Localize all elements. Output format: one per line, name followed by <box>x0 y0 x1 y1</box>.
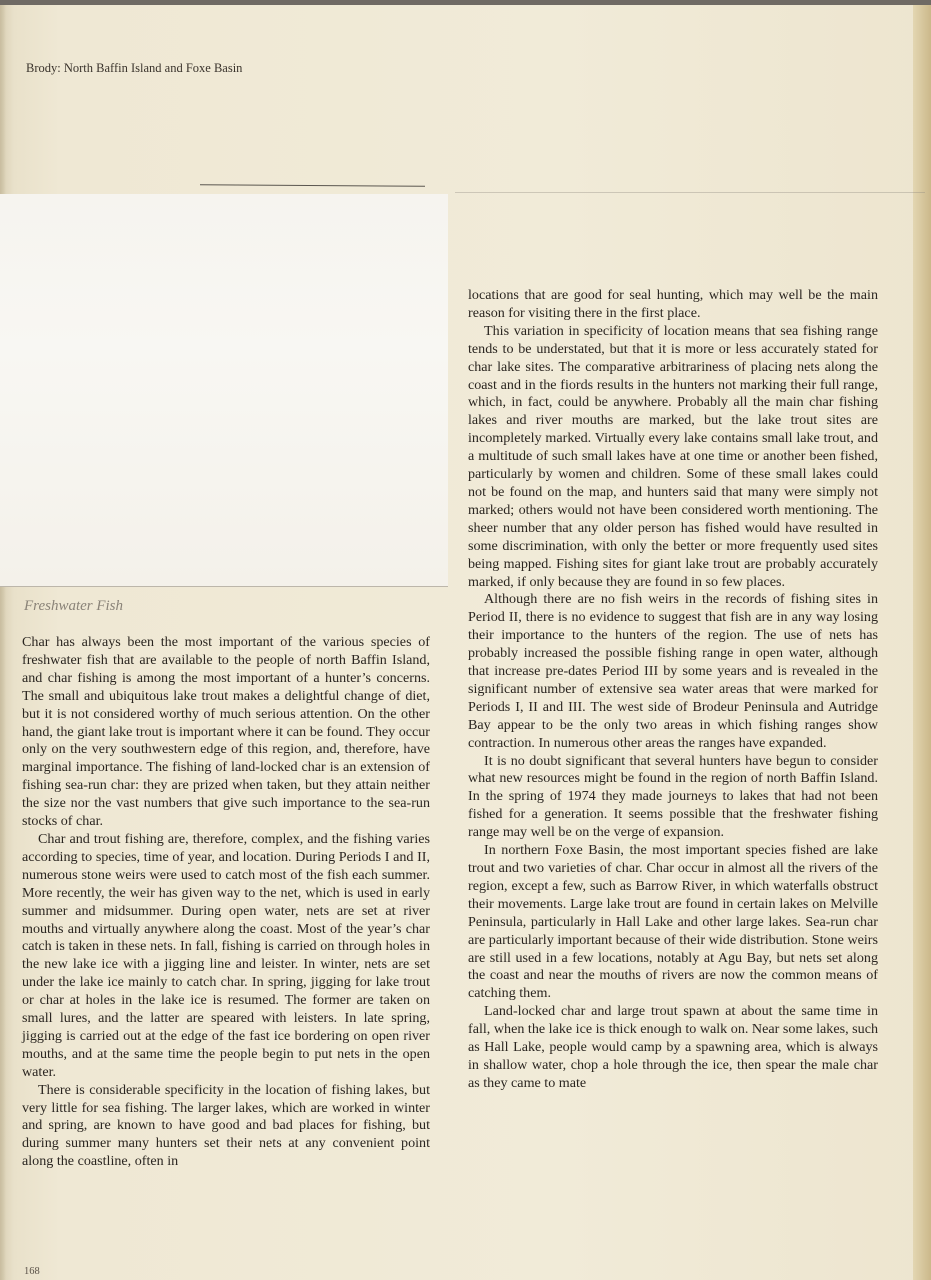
scan-artifact-line <box>200 184 425 187</box>
section-heading: Freshwater Fish <box>24 598 124 614</box>
paragraph: Land-locked char and large trout spawn at about the same time in fall, when the lake ice is thick enough to walk on. Near some lakes, such as Hall Lake, people would camp by a spawning area, which is always in shallow water, chop a hole through the ice, then spear the male char as they came to mate <box>468 1003 878 1091</box>
paragraph: Although there are no fish weirs in the records of fishing sites in Period II, there is no evidence to suggest that fish are in any way losing their importance to the hunters of the region. The use of nets has probably increased the possible fishing range in open water, although that increase pre-dates Period III by some years and is revealed in the significant number of extensive sea water areas that were marked for Periods I, II and III. The west side of Brodeur Peninsula and Autridge Bay appear to be the only two areas in which fishing ranges show contraction. In numerous other areas the ranges have expanded. <box>468 591 878 751</box>
page-right-edge <box>913 5 931 1280</box>
paragraph: Char has always been the most important of the various species of freshwater fish that are available to the people of north Baffin Island, and char fishing is among the most important of a hunter’s concerns. The small and ubiquitous lake trout makes a delightful change of diet, but it is not considered worthy of much serious attention. On the other hand, the giant lake trout is important where it can be found. They occur only on the very southwestern edge of this region, and, therefore, have marginal importance. The fishing of land-locked char is an extension of fishing sea-run char: they are prized when taken, but they attain neither the size nor the vast numbers that give such importance to the sea-run stocks of char. <box>22 634 430 830</box>
paragraph: There is considerable specificity in the location of fishing lakes, but very little for sea fishing. The larger lakes, which are worked in winter and spring, are known to have good and bad places for fishing, but during summer many hunters set their nets at any convenient point along the coastline, often in <box>22 1081 430 1170</box>
scan-artifact-line-faint <box>455 192 925 193</box>
paragraph: It is no doubt significant that several hunters have begun to consider what new resources might be found in the region of north Baffin Island. In the spring of 1974 they made journeys to lakes that had not been fished for a generation. It seems possible that the freshwater fishing range may well be on the verge of expansion. <box>468 752 878 841</box>
page-number: 168 <box>24 1266 40 1277</box>
left-column <box>22 634 430 1171</box>
scan-top-edge <box>0 0 931 5</box>
running-head: Brody: North Baffin Island and Foxe Basin <box>26 61 243 75</box>
paragraph: locations that are good for seal hunting, which may well be the main reason for visiting there in the first place. <box>468 287 878 321</box>
paragraph: In northern Foxe Basin, the most important species fished are lake trout and two varieties of char. Char occur in almost all the rivers of the region, except a few, such as Barrow River, in which waterfalls obstruct their movements. Large lake trout are found in certain lakes on Melville Peninsula, particularly in Hall Lake and other large lakes. Sea-run char are particularly important because of their wide distribution. Stone weirs are still used in a few locations, notably at Agu Bay, but nets set along the coast and near the mouths of rivers are now the common means of catching them. <box>468 842 878 1002</box>
blank-figure-area <box>0 194 448 587</box>
paragraph: Char and trout fishing are, therefore, complex, and the fishing varies according to species, time of year, and location. During Periods I and II, numerous stone weirs were used to catch most of the fish each summer. More recently, the weir has given way to the net, which is used in early summer and midsummer. During open water, nets are set at river mouths and virtually anywhere along the coast. Most of the year’s char catch is taken in these nets. In fall, fishing is carried on through holes in the new lake ice with a jigging line and leister. In winter, nets are set under the lake ice mainly to catch char. In spring, jigging for lake trout or char at holes in the lake ice is resumed. The former are taken on small lures, and the latter are speared with leisters. In late spring, jigging is carried out at the edge of the fast ice bordering on open river mouths, and at the same time the people begin to put nets in the open water. <box>22 830 430 1080</box>
right-column <box>468 287 878 1093</box>
paragraph: This variation in specificity of location means that sea fishing range tends to be understated, but that it is more or less accurately stated for char lake sites. The comparative arbitrariness of placing nets along the coast and in the fiords results in the hunters not marking their full range, which, in fact, could be anywhere. Probably all the main char fishing lakes and river mouths are marked, but the lake trout sites are incompletely marked. Virtually every lake contains small lake trout, and a multitude of such small lakes have at one time or another been fished, particularly by women and children. Some of these small lakes could not be found on the map, and hunters said that many were simply not marked; others would not have been considered worth mentioning. The sheer number that any older person has fished would have resulted in some discrimination, with only the better or more frequently used sites being mapped. Fishing sites for giant lake trout are probably accurately marked, if only because they are found in so few places. <box>468 322 878 590</box>
